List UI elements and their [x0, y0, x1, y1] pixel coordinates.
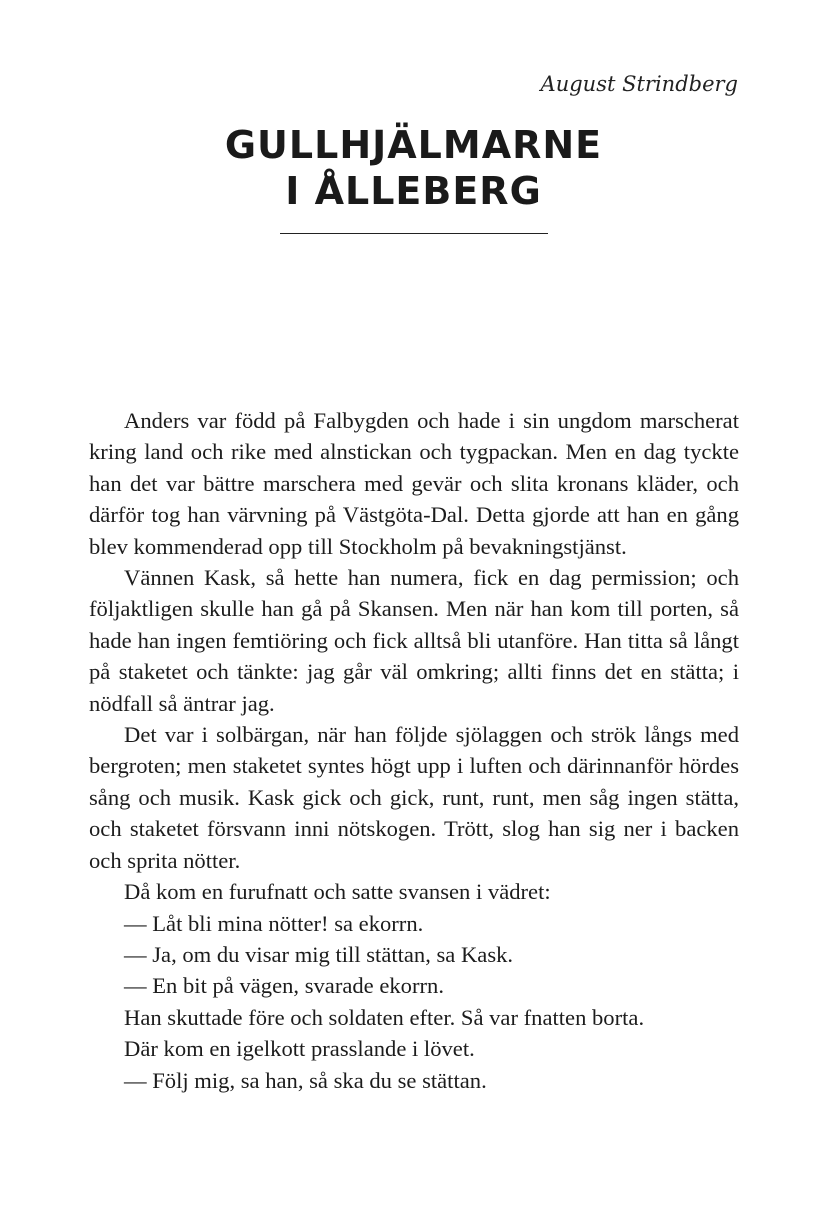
dialogue-line: — Följ mig, sa han, så ska du se stättan.	[124, 1067, 487, 1093]
dialogue-line: — Ja, om du visar mig till stättan, sa Kask.	[124, 941, 514, 967]
title-divider	[280, 233, 548, 234]
title-line-1: GULLHJÄLMARNE	[224, 123, 603, 167]
body-text	[89, 405, 739, 1096]
paragraph: Det var i solbärgan, när han följde sjölaggen och strök långs med bergroten; men staketet syntes högt upp i luften och därinnanför hördes sång och musik. Kask gick och gick, runt, runt, men såg ingen stätta, och staketet försvann inni nötskogen. Trött, slog han sig ner i backen och sprita nötter.	[89, 722, 739, 873]
text-line: Han skuttade före och soldaten efter. Så var fnatten borta.	[124, 1004, 645, 1030]
paragraph: Vännen Kask, så hette han numera, fick en dag permission; och följaktligen skulle han gå på Skansen. Men när han kom till porten, så hade han ingen femtiöring och fick alltså bli utanföre. Han titta så långt på staketet och tänkte: jag går väl omkring; allti finns det en stätta; i nödfall så äntrar jag.	[89, 565, 739, 716]
title-line-2: I ÅLLEBERG	[285, 169, 542, 213]
dialogue-line: — Låt bli mina nötter! sa ekorrn.	[124, 910, 424, 936]
dialogue-line: — En bit på vägen, svarade ekorrn.	[124, 973, 444, 999]
paragraph: Anders var född på Falbygden och hade i sin ungdom marscherat kring land och rike med alnstickan och tygpackan. Men en dag tyckte han det var bättre marschera med gevär och slita kronans kläder, och därför tog han värvning på Västgöta-Dal. Detta gjorde att han en gång blev kommenderad opp till Stockholm på bevakningstjänst.	[89, 408, 739, 559]
text-line: Där kom en igelkott prasslande i lövet.	[124, 1036, 475, 1062]
author-name: August Strindberg	[540, 72, 738, 96]
text-line: Då kom en furufnatt och satte svansen i vädret:	[124, 879, 551, 905]
chapter-title	[0, 122, 827, 214]
